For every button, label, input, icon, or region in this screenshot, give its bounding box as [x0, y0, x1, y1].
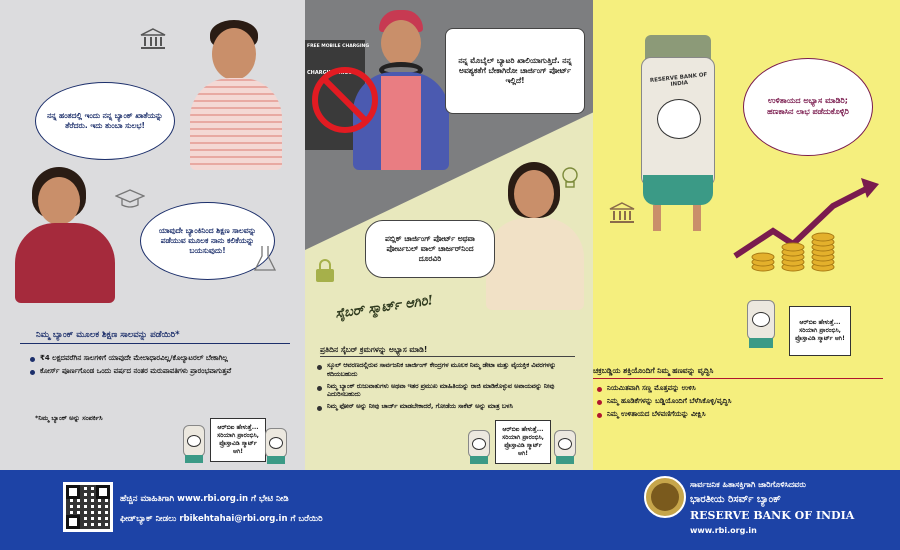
education-benefits-list — [30, 354, 290, 380]
list-item: ಸ್ಕೂಲ್ ಆವರಣದಲ್ಲಿರುವ ಸಾರ್ವಜನಿಕ ಚಾರ್ಜಿಂಗ್ ಕೇಂದ್ರಗಳ ಮೂಲಕ ನಿಮ್ಮ ಡೇಟಾ ಮತ್ತು ವೈಯಕ್ತಿಕ ವಿವರಗಳನ್ನು ಕದಿಯಬಹುದು — [317, 362, 582, 380]
divider — [20, 343, 290, 344]
rbi-says-board: ಆರ್‌ಬಿಐ ಹೇಳುತ್ತೆ... ಸರಿಯಾಗಿ ಪ್ರಾರಂಭಿಸಿ, ಪ್ರೊಸ್ತಾವಿಡಿ ಸ್ಮಾರ್ಟ್ ಆಗಿ! — [210, 418, 266, 462]
footnote: *ನಿಮ್ಮ ಬ್ಯಾಂಕ್ ಅನ್ನು ಸಂಪರ್ಕಿಸಿ — [35, 414, 103, 422]
lab-flask-icon — [252, 244, 282, 274]
list-item: ನಿಮ್ಮ ಉಳಿತಾಯದ ಬೆಳವಣಿಗೆಯನ್ನು ವೀಕ್ಷಿಸಿ — [597, 410, 887, 420]
woman-figure — [10, 165, 120, 295]
charging-stand-label: FREE MOBILE CHARGING — [307, 44, 370, 49]
bank-building-icon — [609, 202, 635, 224]
rbi-says-board: ಆರ್‌ಬಿಐ ಹೇಳುತ್ತೆ... ಸರಿಯಾಗಿ ಪ್ರಾರಂಭಿಸಿ, ಪ್ರೊಸ್ತಾವಿಡಿ ಸ್ಮಾರ್ಟ್ ಆಗಿ! — [789, 306, 851, 356]
section-title-compound: ಚಕ್ರಬಡ್ಡಿಯ ಶಕ್ತಿಯೊಂದಿಗೆ ನಿಮ್ಮ ಹಣವನ್ನು ವೃದ್ಧಿಸಿ — [593, 366, 714, 375]
panel-savings — [593, 0, 900, 470]
website-line[interactable]: ಹೆಚ್ಚಿನ ಮಾಹಿತಿಗಾಗಿ www.rbi.org.in ಗೆ ಭೇಟಿ ನೀಡಿ — [120, 494, 289, 504]
divider — [320, 356, 575, 357]
boy-figure — [180, 20, 290, 170]
list-item: ನಿಯಮಿತವಾಗಿ ಸಣ್ಣ ಮೊತ್ತವನ್ನು ಉಳಿಸಿ — [597, 384, 887, 394]
bank-icon — [140, 28, 166, 50]
section-title-education: ನಿಮ್ಮ ಬ್ಯಾಂಕ್ ಮೂಲಕ ಶಿಕ್ಷಣ ಸಾಲವನ್ನು ಪಡೆಯಿರಿ* — [36, 330, 180, 340]
rupee-mascot — [180, 425, 208, 470]
padlock-icon — [313, 258, 337, 284]
coin-stacks-icon — [751, 212, 841, 272]
footer-bar — [0, 470, 900, 550]
speech-bubble-loan: ಯಾವುದೇ ಬ್ಯಾಂಕಿನಿಂದ ಶಿಕ್ಷಣ ಸಾಲವನ್ನು ಪಡೆಯುವ ಮೂಲಕ ನಾನು ಕಲಿಕೆಯನ್ನು ಬಯಸುವುದು! — [140, 202, 275, 280]
rbi-name-kannada: ಭಾರತೀಯ ರಿಸರ್ವ್ ಬ್ಯಾಂಕ್ — [690, 494, 781, 505]
prohibited-sign-icon — [310, 65, 380, 135]
section-title-cyber: ಪ್ರತಿದಿನ ಸೈಬರ್ ಕ್ರಮಗಳನ್ನು ಅಭ್ಯಾಸ ಮಾಡಿ! — [320, 345, 428, 354]
list-item: ನಿಮ್ಮ ಹೂಡಿಕೆಗಳನ್ನು ಬಡ್ಡಿಯೊಂದಿಗೆ ಬೆಳೆಸಿಕೊಳ್ಳಿ/ವೃದ್ಧಿಸಿ — [597, 397, 887, 407]
list-item: ₹4 ಲಕ್ಷದವರೆಗಿನ ಸಾಲಗಳಿಗೆ ಯಾವುದೇ ಮೇಲಾಧಾರವಿಲ್ಲ/ಕೊಲ್ಯಾಟರಲ್ ಬೇಕಾಗಿಲ್ಲ — [30, 354, 290, 364]
speech-bubble-charging: ಪಬ್ಲಿಕ್ ಚಾರ್ಜಿಂಗ್ ಪೋರ್ಟ್ ಅಥವಾ ಪೋರ್ಟಬಲ್ ವಾಲ್ ಚಾರ್ಜರ್‌ನಿಂದ ದೂರವಿರಿ — [365, 220, 495, 278]
speech-bubble-savings: ಉಳಿತಾಯದ ಅಭ್ಯಾಸ ಮಾಡಿರಿ; ಹಣಕಾಸಿನ ಲಾಭ ಪಡೆದುಕೊಳ್ಳಿರಿ — [743, 58, 873, 156]
rupee-mascot — [743, 300, 779, 358]
speech-bubble-battery: ನನ್ನ ಮೊಬೈಲ್ ಬ್ಯಾಟರಿ ಖಾಲಿಯಾಗುತ್ತಿದೆ. ನನ್ನ ಅವಶ್ಯಕತೆಗೆ ಬೇಕಾಗಿರೋ ಚಾರ್ಜಿಂಗ್ ಪೋರ್ಟ್ ಇಲ್ಲಿದೆ! — [445, 28, 585, 114]
rupee-mascot — [465, 430, 493, 470]
kiosk-label: CHARGING KIOSK — [307, 70, 357, 76]
list-item: ಕೋರ್ಸ್ ಪೂರ್ಣಗೊಂಡ ಒಂದು ವರ್ಷದ ನಂತರ ಮರುಪಾವತಿಗಳು ಪ್ರಾರಂಭವಾಗುತ್ತವೆ — [30, 367, 290, 377]
rupee-roll-mascot — [633, 35, 723, 235]
cyber-smart-tagline: ಸೈಬರ್ ಸ್ಮಾರ್ಟ್ ಆಗಿರಿ! — [334, 293, 435, 322]
cyber-tips-list — [317, 362, 582, 415]
qr-code[interactable] — [63, 482, 113, 532]
list-item: ನಿಮ್ಮ ಬ್ಯಾಂಕ್ ರುಜುವಾತುಗಳು ಅಥವಾ ಇತರ ಪ್ರಮುಖ ಮಾಹಿತಿಯನ್ನು ರಾಜಿ ಮಾಡಿಕೊಳ್ಳುವ ಅಪಾಯವನ್ನು ನೀವು ಎದುರಿಸಬಹುದು — [317, 383, 582, 401]
speech-bubble-account: ನನ್ನ ಹಂತದಲ್ಲಿ ಇಂದು ನನ್ನ ಬ್ಯಾಂಕ್ ಖಾತೆಯನ್ನು ತೆರೆದರು. ಇದು ತುಂಬಾ ಸುಲಭ! — [35, 82, 175, 160]
rbi-website[interactable]: www.rbi.org.in — [690, 526, 757, 535]
rbi-roll-label: RESERVE BANK OF INDIA — [649, 72, 708, 88]
rbi-emblem-logo — [644, 476, 686, 518]
savings-tips-list — [597, 384, 887, 422]
rbi-says-board: ಆರ್‌ಬಿಐ ಹೇಳುತ್ತೆ... ಸರಿಯಾಗಿ ಪ್ರಾರಂಭಿಸಿ, ಪ್ರೊಸ್ತಾವಿಡಿ ಸ್ಮಾರ್ಟ್ ಆಗಿ! — [495, 420, 551, 464]
divider — [593, 378, 883, 379]
panel-cyber-safety — [305, 0, 593, 470]
panel-education-loan — [0, 0, 305, 470]
lightbulb-icon — [559, 165, 581, 191]
rupee-mascot — [262, 428, 290, 470]
rbi-name-english: RESERVE BANK OF INDIA — [690, 509, 855, 522]
feedback-line[interactable]: ಫೀಡ್‌ಬ್ಯಾಕ್ ನೀಡಲು rbikehtahai@rbi.org.in ಗೆ ಬರೆಯಿರಿ — [120, 514, 323, 524]
rupee-mascot — [551, 430, 579, 470]
list-item: ನಿಮ್ಮ ಫೋನ್ ಅನ್ನು ನೀವು ಚಾರ್ಜ್ ಮಾಡಬೇಕಾದರೆ, ಗೋಡೆಯ ಸಾಕೆಟ್ ಅನ್ನು ಮಾತ್ರ ಬಳಸಿ — [317, 403, 582, 412]
graduation-cap-icon — [115, 188, 145, 210]
issued-by-line: ಸಾರ್ವಜನಿಕ ಹಿತಾಸಕ್ತಿಗಾಗಿ ಜಾರಿಗೊಳಿಸಿದವರು — [690, 480, 806, 489]
